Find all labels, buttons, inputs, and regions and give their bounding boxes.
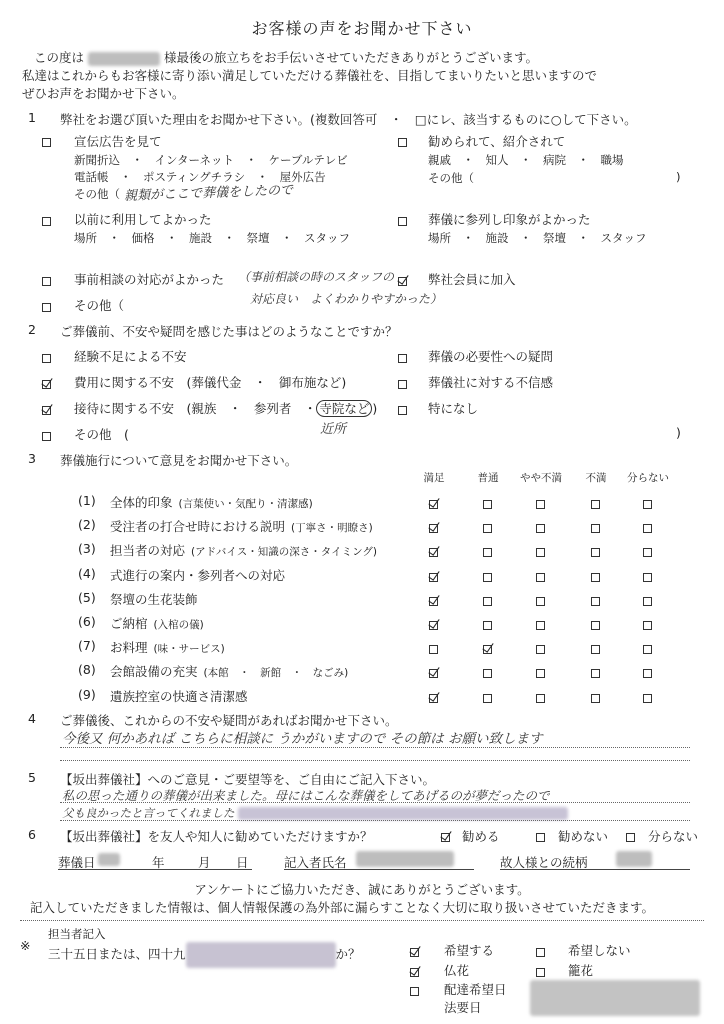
staff-separator [20, 920, 704, 921]
q3-rating-checkbox[interactable] [591, 617, 600, 632]
q4-handwriting: 今後又 何かあれば こちらに相談に うかがいますので その節は お願い致します [62, 731, 543, 747]
basket-flower-label: 籠花 [568, 963, 594, 978]
q3-column-header: 普通 [477, 472, 499, 484]
q3-row-title: 遺族控室の快適さ清潔感 [110, 688, 248, 704]
q3-row-label [110, 541, 377, 559]
q3-row-title: 受注者の打合せ時における説明 [110, 519, 286, 535]
q2-necessity-checkbox[interactable] [398, 350, 407, 365]
q3-rating-checkbox[interactable] [483, 665, 492, 680]
q3-rating-checkbox[interactable] [643, 569, 652, 584]
q1-ad-handwriting: 親類がここで葬儀をしたので [123, 183, 294, 204]
q2-number: 2 [28, 322, 36, 337]
q6-recommend-label: 勧める [462, 829, 500, 844]
q2-host-checkbox[interactable] [42, 402, 51, 417]
q5-line-2 [60, 820, 690, 821]
q5-line2 [62, 805, 568, 821]
q2-distrust-label: 葬儀社に対する不信感 [428, 375, 554, 390]
q1-ad-checkbox[interactable] [42, 134, 51, 149]
q3-rating-checkbox[interactable] [643, 520, 652, 535]
q3-rating-checkbox[interactable] [591, 593, 600, 608]
q3-row-title: 全体的印象 [110, 495, 173, 510]
delivery-date-label: 配達希望日 [444, 982, 507, 997]
q1-ad-label: 宣伝広告を見て [74, 134, 162, 149]
intro-line-2: 私達はこれからもお客様に寄り添い満足していただける葬儀社を、目指してまいりたいと思いますので [22, 68, 598, 83]
day-label: 日 [236, 855, 249, 870]
q3-row-subtext: (本館 ・ 新館 ・ なごみ) [203, 667, 349, 680]
q3-row-number: (6) [78, 614, 96, 629]
q3-rating-checkbox[interactable] [483, 544, 492, 559]
q3-column-header: 不満 [585, 472, 607, 484]
q1-prev-label: 以前に利用してよかった [74, 212, 212, 227]
redacted-year [98, 853, 120, 866]
q1-recommend-checkbox[interactable] [398, 134, 407, 149]
q3-rating-checkbox[interactable] [536, 569, 545, 584]
q1-consult-label: 事前相談の対応がよかった [74, 272, 225, 287]
q3-number: 3 [28, 451, 36, 466]
funeral-date-label: 葬儀日 [58, 855, 96, 870]
q3-rating-checkbox[interactable] [536, 496, 545, 511]
q1-ad-sub1: 新聞折込 ・ インターネット ・ ケーブルテレビ [74, 153, 348, 167]
q3-rating-checkbox[interactable] [429, 617, 438, 632]
q3-row-label [110, 566, 285, 584]
q1-other-label: その他（ [74, 298, 125, 313]
q3-row-number: (3) [78, 541, 96, 557]
q3-row-label [110, 493, 313, 511]
q2-none-checkbox[interactable] [398, 402, 407, 417]
page-title: お客様の声をお聞かせ下さい [251, 19, 473, 38]
q3-row-label [110, 614, 204, 632]
q1-consult-checkbox[interactable] [42, 273, 51, 288]
q3-rating-checkbox[interactable] [483, 569, 492, 584]
writer-underline [284, 869, 474, 870]
q2-distrust-checkbox[interactable] [398, 376, 407, 391]
intro-prefix: この度は [34, 50, 85, 65]
memorial-date-label: 法要日 [444, 1000, 482, 1015]
q3-rating-checkbox[interactable] [643, 665, 652, 680]
q6-number: 6 [28, 827, 36, 842]
q3-row-label [110, 517, 373, 535]
q3-row-label [110, 687, 248, 705]
redacted-name [88, 52, 160, 66]
q1-recommend-label: 勧められて、紹介されて [428, 134, 566, 149]
q3-rating-checkbox[interactable] [536, 690, 545, 705]
date-underline [58, 869, 252, 870]
q1-attended-label: 葬儀に参列し印象がよかった [428, 212, 591, 227]
staff-question [48, 942, 361, 968]
q3-rating-checkbox[interactable] [483, 641, 492, 656]
q3-rating-checkbox[interactable] [536, 641, 545, 656]
q3-rating-checkbox[interactable] [483, 617, 492, 632]
q3-row-title: 式進行の案内・参列者への対応 [110, 567, 286, 583]
q1-ad-other: その他（ [74, 187, 120, 201]
q1-member-checkbox[interactable] [398, 273, 407, 288]
q3-rating-checkbox[interactable] [429, 520, 438, 535]
nohope-checkbox[interactable] [536, 944, 545, 959]
q1-prev-checkbox[interactable] [42, 213, 51, 228]
q3-rating-checkbox[interactable] [536, 520, 545, 535]
q2-inexp-checkbox[interactable] [42, 350, 51, 365]
month-label: 月 [198, 855, 211, 870]
q1-prev-sub: 場所 ・ 価格 ・ 施設 ・ 祭壇 ・ スタッフ [74, 231, 350, 245]
staff-mark: ※ [20, 938, 31, 953]
q3-row-number: (1) [78, 493, 96, 508]
q3-row-label [110, 590, 198, 608]
relation-label: 故人様との続柄 [500, 855, 588, 870]
q3-row-title: お料理 [110, 640, 148, 656]
q3-row-title: 担当者の対応 [110, 543, 186, 559]
q6-text: 【坂出葬儀社】を友人や知人に勧めていただけますか？ [60, 829, 373, 844]
q3-row-label [110, 662, 348, 680]
q3-rating-checkbox[interactable] [643, 617, 652, 632]
q5-number: 5 [28, 770, 36, 785]
q6-recommend-checkbox[interactable] [441, 829, 450, 844]
q3-rating-checkbox[interactable] [536, 544, 545, 559]
q1-recommend-other: その他（ [428, 171, 474, 185]
q3-column-header: やや不満 [520, 472, 562, 484]
q5-handwriting-2: 父も良かったと言ってくれました [62, 806, 235, 820]
q3-rating-checkbox[interactable] [429, 569, 438, 584]
thanks-text: アンケートにご協力いただき、誠にありがとうございます。 [194, 882, 530, 897]
q2-other-label: その他 ( [74, 427, 129, 442]
q1-other-checkbox[interactable] [42, 299, 51, 314]
nohope-label: 希望しない [568, 943, 631, 958]
q2-host-circled: 寺院など [316, 400, 372, 417]
redacted-writer [356, 851, 454, 867]
q2-none-label: 特になし [428, 401, 479, 416]
q4-text: ご葬儀後、これからの不安や疑問があればお聞かせ下さい。 [60, 713, 398, 728]
q1-member-label: 弊社会員に加入 [428, 272, 516, 287]
redacted-relation [616, 851, 652, 867]
q3-row-number: (5) [78, 589, 96, 605]
q5-line-1 [60, 802, 690, 803]
redacted-question [186, 942, 336, 968]
basket-flower-checkbox[interactable] [536, 964, 545, 979]
q1-recommend-close: ) [676, 170, 681, 184]
q1-recommend-sub: 親戚 ・ 知人 ・ 病院 ・ 職場 [428, 153, 624, 167]
redacted-dates [530, 980, 700, 1016]
q3-rating-checkbox[interactable] [591, 665, 600, 680]
year-label: 年 [152, 855, 165, 870]
q3-row-number: (7) [78, 638, 96, 654]
q3-rating-checkbox[interactable] [536, 617, 545, 632]
q3-rating-checkbox[interactable] [536, 593, 545, 608]
q1-attended-sub: 場所 ・ 施設 ・ 祭壇 ・ スタッフ [428, 231, 647, 245]
q6-notrecommend-checkbox[interactable] [536, 829, 545, 844]
q3-row-subtext: (アドバイス・知識の深さ・タイミング) [191, 546, 377, 559]
q3-column-header: 分らない [627, 472, 669, 484]
flower-label: 仏花 [444, 963, 470, 978]
q2-inexp-label: 経験不足による不安 [74, 349, 187, 364]
q3-rating-checkbox[interactable] [643, 690, 652, 705]
hope-label: 希望する [444, 943, 495, 958]
q2-cost-checkbox[interactable] [42, 376, 51, 391]
q2-other-close: ) [676, 425, 681, 440]
q2-host-text: 接待に関する不安 (親族 ・ 参列者 ・ [74, 401, 317, 416]
q3-row-number: (4) [78, 565, 96, 581]
q3-rating-checkbox[interactable] [483, 496, 492, 511]
q3-rating-checkbox[interactable] [429, 665, 438, 680]
q2-host-close: ) [372, 401, 378, 416]
q3-row-subtext: (味・サービス) [153, 643, 225, 656]
q2-text: ご葬儀前、不安や疑問を感じた事はどのようなことですか？ [60, 324, 398, 339]
q3-row-number: (9) [78, 686, 96, 702]
flower-checkbox[interactable] [410, 964, 419, 979]
q2-host-handwriting: 近所 [320, 422, 347, 437]
q6-notrecommend-label: 勧めない [558, 829, 609, 844]
q3-rating-checkbox[interactable] [591, 641, 600, 656]
q3-rating-checkbox[interactable] [643, 593, 652, 608]
q3-row-subtext: (丁寧さ・明瞭さ) [291, 522, 373, 535]
q2-other-checkbox[interactable] [42, 428, 51, 443]
writer-name-label: 記入者氏名 [284, 855, 347, 870]
q3-rating-checkbox[interactable] [591, 569, 600, 584]
q1-text: 弊社をお選び頂いた理由をお聞かせ下さい。(複数回答可 ・ □にレ、該当するものに○して下さい。 [60, 112, 637, 127]
q3-rating-checkbox[interactable] [483, 690, 492, 705]
q4-line-2 [60, 760, 690, 761]
q3-row-title: ご納棺 [110, 616, 148, 631]
q4-number: 4 [28, 711, 36, 726]
q2-cost-label: 費用に関する不安 (葬儀代金 ・ 御布施など) [74, 375, 347, 390]
q5-text: 【坂出葬儀社】へのご意見・ご要望等を、ご自由にご記入下さい。 [60, 772, 436, 787]
q3-rating-checkbox[interactable] [591, 520, 600, 535]
q3-rating-checkbox[interactable] [536, 665, 545, 680]
q2-host-label [74, 399, 377, 417]
q3-rating-checkbox[interactable] [483, 520, 492, 535]
q3-text: 葬儀施行について意見をお聞かせ下さい。 [60, 453, 298, 468]
q3-rating-checkbox[interactable] [429, 496, 438, 511]
staff-question-pre: 三十五日または、四十九 [48, 946, 186, 962]
q3-rating-checkbox[interactable] [591, 544, 600, 559]
delivery-checkbox[interactable] [410, 983, 419, 998]
q3-row-subtext: (入棺の儀) [153, 619, 204, 631]
intro-line-1 [34, 48, 538, 66]
q3-row-title: 会館設備の充実 [110, 664, 198, 680]
q3-row-label [110, 638, 225, 656]
q3-rating-checkbox[interactable] [643, 641, 652, 656]
q1-consult-hand2: 対応良い よくわかりやすかった） [250, 292, 443, 306]
q3-rating-checkbox[interactable] [483, 593, 492, 608]
redacted-comment [238, 807, 568, 820]
intro-suffix: 様最後の旅立ちをお手伝いさせていただきありがとうございます。 [163, 50, 538, 65]
q3-column-header: 満足 [423, 472, 445, 484]
staff-heading: 担当者記入 [48, 927, 106, 941]
intro-line-3: ぜひお声をお聞かせ下さい。 [22, 86, 185, 101]
q5-handwriting-1: 私の思った通りの葬儀が出来ました。母にはこんな葬儀をしてあげるのが夢だったので [62, 788, 550, 803]
relation-underline [500, 869, 690, 870]
q3-rating-checkbox[interactable] [429, 593, 438, 608]
q3-row-number: (2) [78, 517, 96, 533]
q3-rating-checkbox[interactable] [591, 496, 600, 511]
q1-number: 1 [28, 110, 36, 125]
q6-unknown-checkbox[interactable] [626, 829, 635, 844]
q3-rating-checkbox[interactable] [591, 690, 600, 705]
q3-row-number: (8) [78, 662, 96, 678]
staff-question-post: か？ [335, 946, 361, 962]
q3-row-subtext: (言葉使い・気配り・清潔感) [178, 498, 313, 510]
privacy-text: 記入していただきました情報は、個人情報保護の為外部に漏らすことなく大切に取り扱いさせていただきます。 [30, 900, 655, 915]
q3-rating-checkbox[interactable] [429, 641, 438, 656]
q3-rating-checkbox[interactable] [429, 690, 438, 705]
q3-rating-checkbox[interactable] [643, 544, 652, 559]
q1-consult-hand1: （事前相談の時のスタッフの [238, 270, 395, 284]
q1-ad-sub2: 電話帳 ・ ポスティングチラシ ・ 屋外広告 [74, 170, 326, 184]
q3-rating-checkbox[interactable] [429, 544, 438, 559]
q4-line-1 [60, 747, 690, 748]
q2-necessity-label: 葬儀の必要性への疑問 [428, 349, 554, 364]
q3-row-title: 祭壇の生花装飾 [110, 591, 198, 607]
q3-rating-checkbox[interactable] [643, 496, 652, 511]
q1-attended-checkbox[interactable] [398, 213, 407, 228]
hope-checkbox[interactable] [410, 944, 419, 959]
q6-unknown-label: 分らない [648, 829, 699, 844]
